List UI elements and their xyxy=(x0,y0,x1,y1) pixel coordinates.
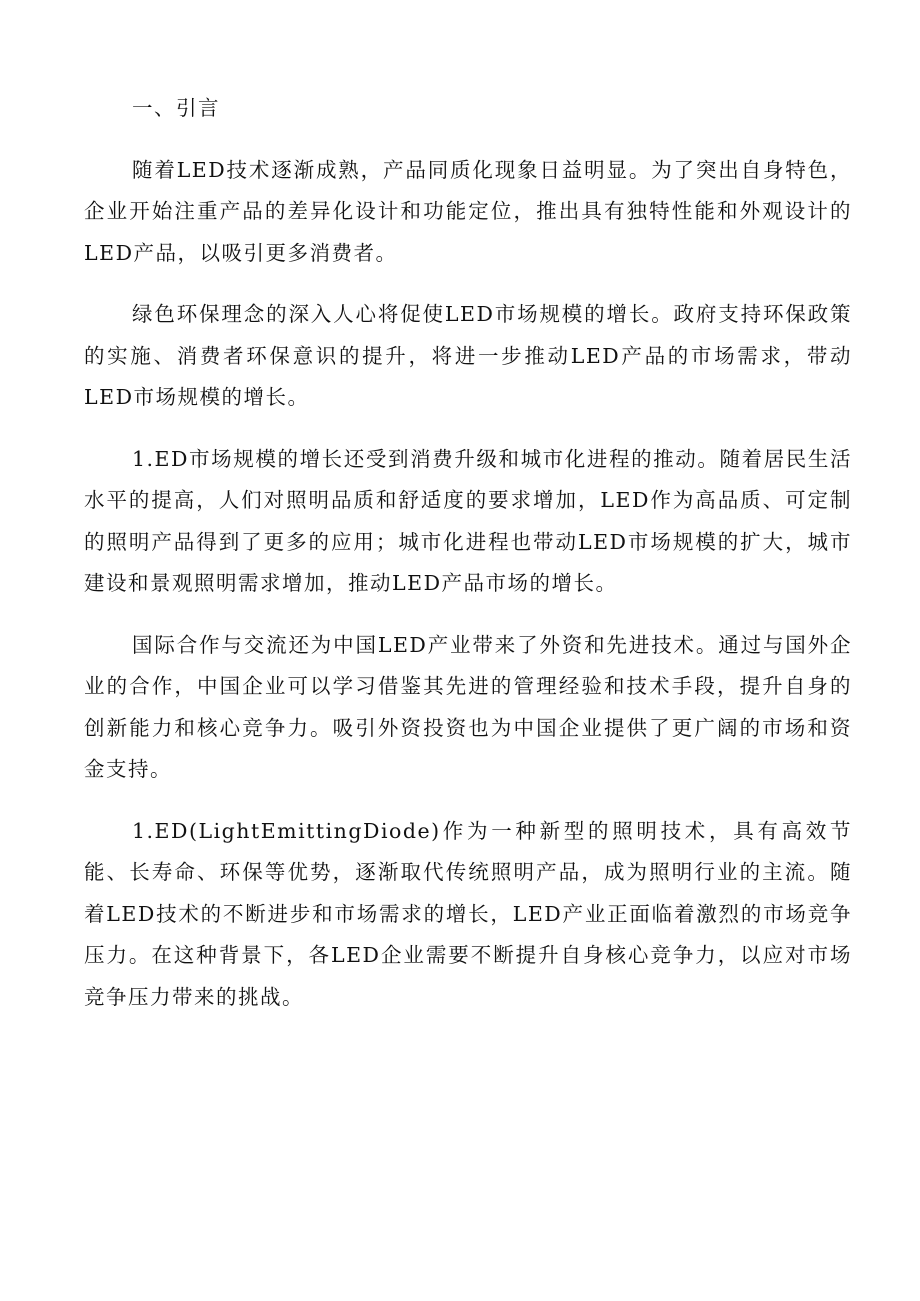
paragraph-1: 随着LED技术逐渐成熟，产品同质化现象日益明显。为了突出自身特色，企业开始注重产品的差异化设计和功能定位，推出具有独特性能和外观设计的LED产品，以吸引更多消费者。 xyxy=(84,157,852,265)
document-body xyxy=(84,88,852,1038)
paragraph-5: 1.ED(LightEmittingDiode)作为一种新型的照明技术，具有高效节能、长寿命、环保等优势，逐渐取代传统照明产品，成为照明行业的主流。随着LED技术的不断进步和市场需求的增长，LED产业正面临着激烈的市场竞争压力。在这种背景下，各LED企业需要不断提升自身核心竞争力，以应对市场竞争压力带来的挑战。 xyxy=(84,818,852,1009)
paragraph-3: 1.ED市场规模的增长还受到消费升级和城市化进程的推动。随着居民生活水平的提高，人们对照明品质和舒适度的要求增加，LED作为高品质、可定制的照明产品得到了更多的应用；城市化进程也带动LED市场规模的扩大，城市建设和景观照明需求增加，推动LED产品市场的增长。 xyxy=(84,446,852,595)
section-heading: 一、引言 xyxy=(132,96,220,120)
paragraph-2: 绿色环保理念的深入人心将促使LED市场规模的增长。政府支持环保政策的实施、消费者环保意识的提升，将进一步推动LED产品的市场需求，带动LED市场规模的增长。 xyxy=(84,302,852,409)
paragraph-4: 国际合作与交流还为中国LED产业带来了外资和先进技术。通过与国外企业的合作，中国企业可以学习借鉴其先进的管理经验和技术手段，提升自身的创新能力和核心竞争力。吸引外资投资也为中国企业提供了更广阔的市场和资金支持。 xyxy=(84,632,852,781)
